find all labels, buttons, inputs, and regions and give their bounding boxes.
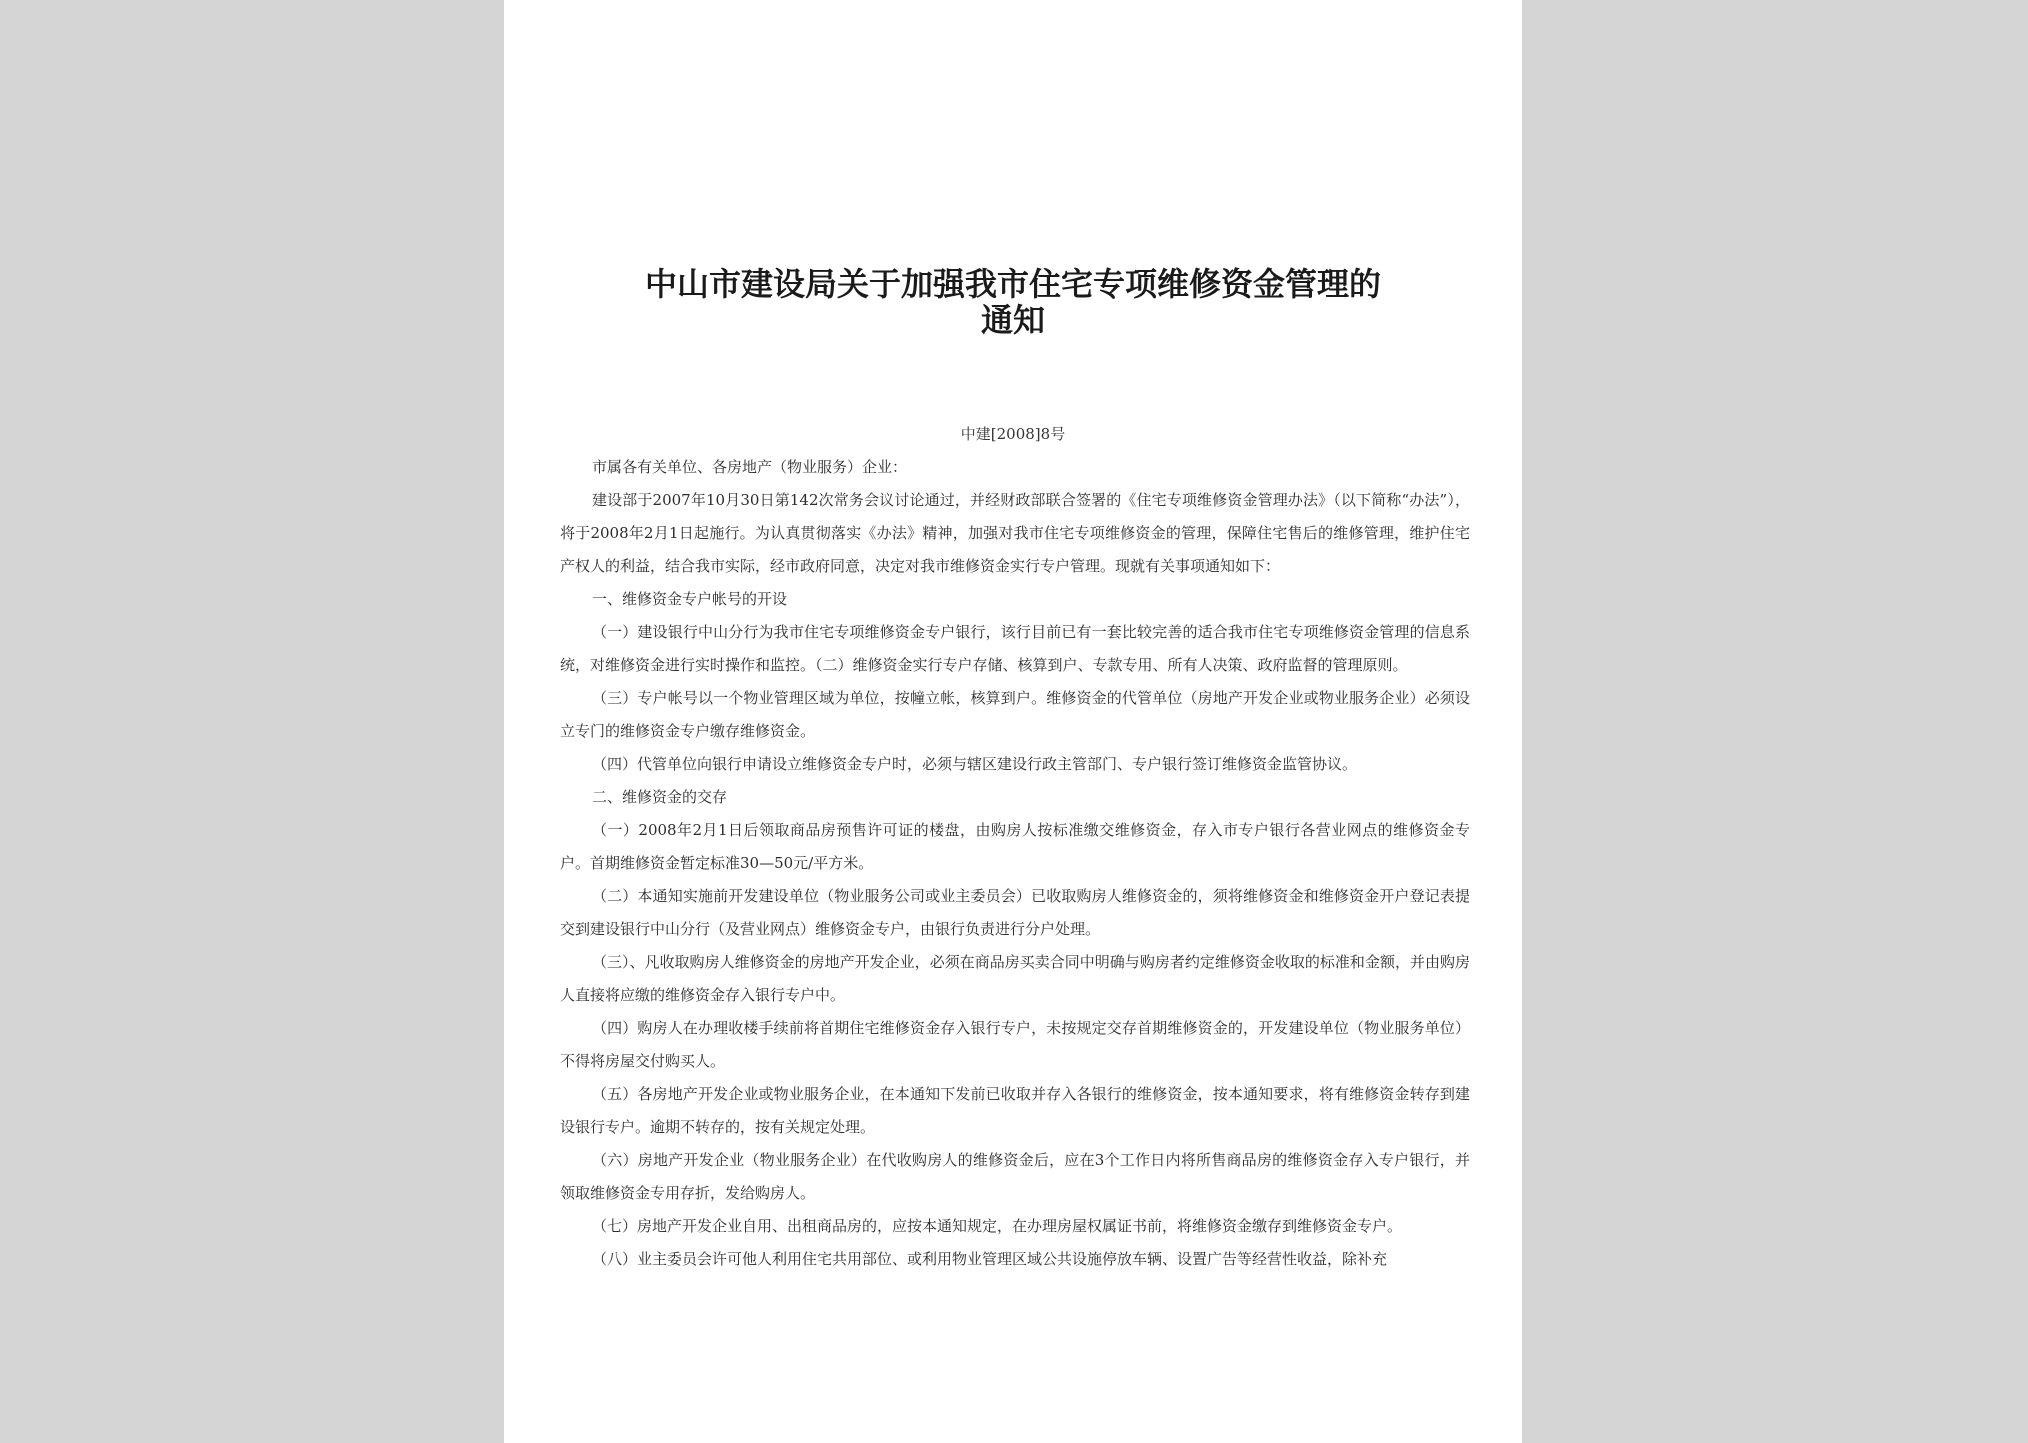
section-2-item: （八）业主委员会许可他人利用住宅共用部位、或利用物业管理区域公共设施停放车辆、设置广告等经营性收益，除补充 bbox=[592, 1250, 1388, 1268]
section-2-item: （五）各房地产开发企业或物业服务企业，在本通知下发前已收取并存入各银行的维修资金，按本通知要求，将有维修资金转存到建设银行专户。逾期不转存的，按有关规定处理。 bbox=[560, 1085, 1470, 1136]
section-2-item: （四）购房人在办理收楼手续前将首期住宅维修资金存入银行专户，未按规定交存首期维修资金的，开发建设单位（物业服务单位）不得将房屋交付购买人。 bbox=[560, 1019, 1470, 1070]
section-1-item: （四）代管单位向银行申请设立维修资金专户时，必须与辖区建设行政主管部门、专户银行签订维修资金监管协议。 bbox=[592, 755, 1358, 773]
document-title-line1: 中山市建设局关于加强我市住宅专项维修资金管理的 bbox=[644, 265, 1381, 303]
section-2-item: （七）房地产开发企业自用、出租商品房的，应按本通知规定，在办理房屋权属证书前，将维修资金缴存到维修资金专户。 bbox=[592, 1217, 1403, 1235]
section-2-item: （二）本通知实施前开发建设单位（物业服务公司或业主委员会）已收取购房人维修资金的，须将维修资金和维修资金开户登记表提交到建设银行中山分行（及营业网点）维修资金专户，由银行负责进行分户处理。 bbox=[560, 887, 1470, 938]
document-body bbox=[560, 451, 1470, 1276]
document-title-line2: 通知 bbox=[980, 301, 1045, 339]
document-page bbox=[504, 0, 1522, 1443]
section-2-item: （六）房地产开发企业（物业服务企业）在代收购房人的维修资金后，应在3个工作日内将所售商品房的维修资金存入专户银行，并领取维修资金专用存折，发给购房人。 bbox=[560, 1151, 1470, 1202]
section-1-item: （三）专户帐号以一个物业管理区域为单位，按幢立帐，核算到户。维修资金的代管单位（房地产开发企业或物业服务企业）必须设立专门的维修资金专户缴存维修资金。 bbox=[560, 689, 1470, 740]
section-2-item: （一）2008年2月1日后领取商品房预售许可证的楼盘，由购房人按标准缴交维修资金，存入市专户银行各营业网点的维修资金专户。首期维修资金暂定标准30—50元/平方米。 bbox=[560, 821, 1470, 872]
section-1-heading: 一、维修资金专户帐号的开设 bbox=[592, 590, 788, 608]
intro-paragraph: 建设部于2007年10月30日第142次常务会议讨论通过，并经财政部联合签署的《住宅专项维修资金管理办法》（以下简称“办法”），将于2008年2月1日起施行。为认真贯彻落实《办法》精神，加强对我市住宅专项维修资金的管理，保障住宅售后的维修管理，维护住宅产权人的利益，结合我市实际，经市政府同意，决定对我市维修资金实行专户管理。现就有关事项通知如下： bbox=[560, 491, 1470, 575]
section-2-item: （三）、凡收取购房人维修资金的房地产开发企业，必须在商品房买卖合同中明确与购房者约定维修资金收取的标准和金额，并由购房人直接将应缴的维修资金存入银行专户中。 bbox=[560, 953, 1470, 1004]
section-2-heading: 二、维修资金的交存 bbox=[592, 788, 728, 806]
document-number: 中建[2008]8号 bbox=[960, 425, 1066, 443]
section-1-item: （一）建设银行中山分行为我市住宅专项维修资金专户银行，该行目前已有一套比较完善的适合我市住宅专项维修资金管理的信息系统，对维修资金进行实时操作和监控。（二）维修资金实行专户存储、核算到户、专款专用、所有人决策、政府监督的管理原则。 bbox=[560, 623, 1470, 674]
addressee: 市属各有关单位、各房地产（物业服务）企业： bbox=[592, 458, 908, 476]
